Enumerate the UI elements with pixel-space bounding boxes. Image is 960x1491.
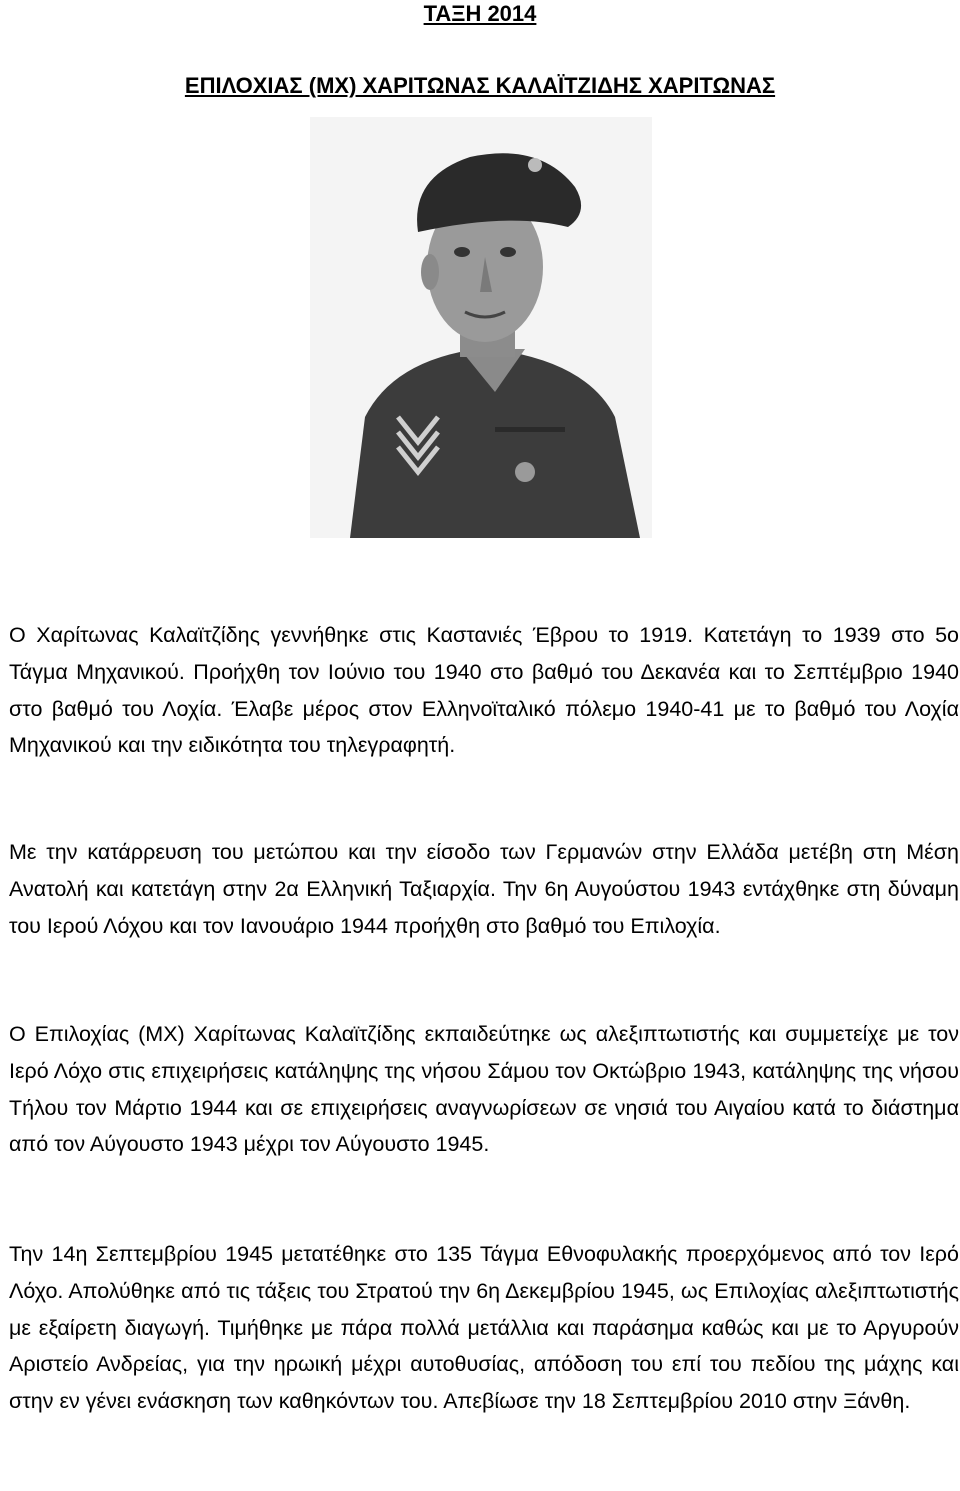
biography-paragraph-1: Ο Χαρίτωνας Καλαϊτζίδης γεννήθηκε στις Καστανιές Έβρου το 1919. Κατετάγη το 1939 στο 5ο Τάγμα Μηχανικού. Προήχθη τον Ιούνιο του 1940 στο βαθμό του Δεκανέα και το Σεπτέμβριο 1940 στο βαθμό του Λοχία. Έλαβε μέρος στον Ελληνοϊταλικό πόλεμο 1940-41 με το βαθμό του Λοχία Μηχανικού και την ειδικότητα του τηλεγραφητή. bbox=[9, 623, 959, 758]
page-title: ΤΑΞΗ 2014 bbox=[423, 1, 537, 26]
soldier-portrait-photo bbox=[310, 117, 652, 538]
biography-paragraph-3: Ο Επιλοχίας (ΜΧ) Χαρίτωνας Καλαϊτζίδης εκπαιδεύτηκε ως αλεξιπτωτιστής και συμμετείχε με τον Ιερό Λόχο στις επιχειρήσεις κατάληψης της νήσου Σάμου τον Οκτώβριο 1943, κατάληψης της νήσου Τήλου τον Μάρτιο 1944 και σε επιχειρήσεις αναγνωρίσεων σε νησιά του Αιγαίου κατά το διάστημα από τον Αύγουστο 1943 μέχρι τον Αύγουστο 1945. bbox=[9, 1022, 959, 1157]
biography-paragraph-4: Την 14η Σεπτεμβρίου 1945 μετατέθηκε στο 135 Τάγμα Εθνοφυλακής προερχόμενος από τον Ιερό Λόχο. Απολύθηκε από τις τάξεις του Στρατού την 6η Δεκεμβρίου 1945, ως Επιλοχίας αλεξιπτωτιστής με εξαίρετη διαγωγή. Τιμήθηκε με πάρα πολλά μετάλλια και παράσημα καθώς και με το Αργυρούν Αριστείο Ανδρείας, για την ηρωική μέχρι αυτοθυσίας, απόδοση του επί του πεδίου της μάχης και στην εν γένει ενάσκηση των καθηκόντων του. Απεβίωσε την 18 Σεπτεμβρίου 2010 στην Ξάνθη. bbox=[9, 1242, 959, 1414]
portrait-photo-icon bbox=[310, 117, 652, 538]
biography-paragraph-2: Με την κατάρρευση του μετώπου και την είσοδο των Γερμανών στην Ελλάδα μετέβη στη Μέση Ανατολή και κατετάγη στην 2α Ελληνική Ταξιαρχία. Την 6η Αυγούστου 1943 εντάχθηκε στη δύναμη του Ιερού Λόχου και τον Ιανουάριο 1944 προήχθη στο βαθμό του Επιλοχία. bbox=[9, 840, 959, 938]
page-subtitle: ΕΠΙΛΟΧΙΑΣ (ΜΧ) ΧΑΡΙΤΩΝΑΣ ΚΑΛΑΪΤΖΙΔΗΣ ΧΑΡΙΤΩΝΑΣ bbox=[184, 73, 776, 98]
